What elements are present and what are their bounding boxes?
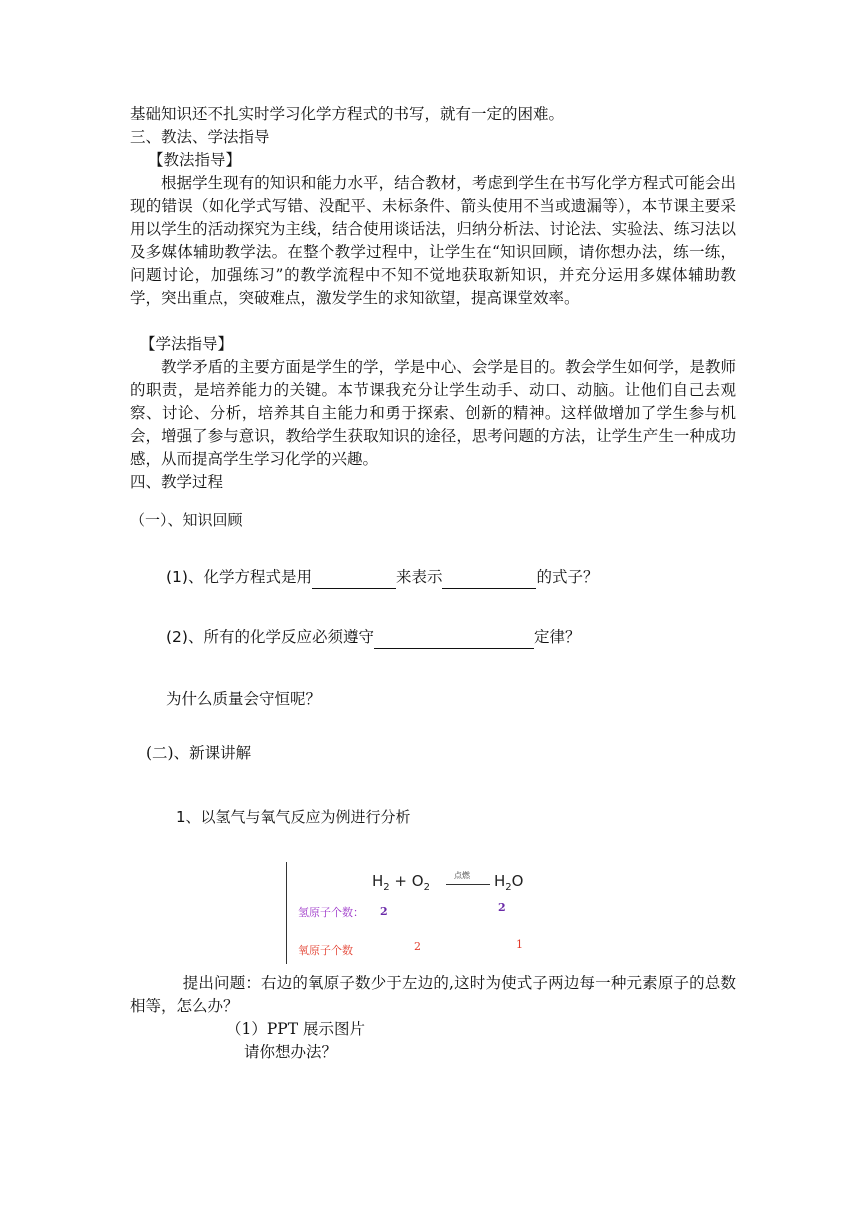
question-1-part-a: (1)、化学方程式是用 <box>166 568 312 586</box>
product <box>494 872 523 893</box>
question-1-part-c: 的式子？ <box>536 568 599 586</box>
subheading-teaching-method: 【教法指导】 <box>148 151 242 169</box>
paragraph-question: 提出问题：右边的氧原子数少于左边的,这时为使式子两边每一种元素原子的总数相等，怎么办？ <box>130 974 736 1015</box>
step-ppt: （1）PPT 展示图片 <box>226 1020 365 1038</box>
example-heading: 1、以氢气与氧气反应为例进行分析 <box>176 808 411 826</box>
element-h: H <box>372 872 384 890</box>
text-line: 基础知识还不扎实时学习化学方程式的书写，就有一定的困难。 <box>130 105 565 123</box>
paragraph-teaching-method: 根据学生现有的知识和能力水平，结合教材，考虑到学生在书写化学方程式可能会出现的错误（如化学式写错、没配平、未标条件、箭头使用不当或遗漏等），本节课主要采用以学生的活动探究为主线，结合使用谈话法，归纳分析法、讨论法、实验法、练习法以及多媒体辅助教学法。在整个教学过程中，让学生在“知识回顾，请你想办法，练一练，问题讨论，加强练习”的教学流程中不知不觉地获取新知识，并充分运用多媒体辅助教学，突出重点，突破难点，激发学生的求知欲望，提高课堂效率。 <box>130 174 736 307</box>
subscript: 2 <box>505 882 512 893</box>
oxygen-count-label: 氧原子个数 <box>298 944 353 957</box>
divider-line <box>286 862 287 964</box>
reaction-figure <box>286 862 556 966</box>
subsection-new-lesson: (二)、新课讲解 <box>146 744 252 762</box>
section-heading-3: 三、教法、学法指导 <box>130 128 270 146</box>
question-1-part-b: 来表示 <box>395 568 443 586</box>
section-heading-4: 四、教学过程 <box>130 473 224 491</box>
hydrogen-count-left: 2 <box>380 905 388 918</box>
reaction-condition: 点燃 <box>454 871 470 880</box>
fill-blank-3[interactable] <box>374 630 534 649</box>
question-1 <box>166 566 599 589</box>
question-2-part-b: 定律？ <box>533 628 581 646</box>
question-3: 为什么质量会守恒呢？ <box>166 690 322 708</box>
fill-blank-1[interactable] <box>312 570 396 589</box>
oxygen-count-right: 1 <box>516 938 523 951</box>
reactants <box>372 872 430 893</box>
element-h: H <box>494 872 506 890</box>
subheading-learning-method: 【学法指导】 <box>140 335 234 353</box>
hydrogen-count-label: 氢原子个数： <box>298 906 364 919</box>
plus-sign: + <box>389 872 412 890</box>
fill-blank-2[interactable] <box>442 570 536 589</box>
step-think: 请你想办法？ <box>244 1043 338 1061</box>
subsection-review: （一）、知识回顾 <box>130 511 243 529</box>
paragraph-learning-method: 教学矛盾的主要方面是学生的学，学是中心、会学是目的。教会学生如何学，是教师的职责，是培养能力的关键。本节课我充分让学生动手、动口、动脑。让他们自己去观察、讨论、分析，培养其自主能力和勇于探索、创新的精神。这样做增加了学生参与机会，增强了参与意识，教给学生获取知识的途径，思考问题的方法，让学生产生一种成功感，从而提高学生学习化学的兴趣。 <box>130 358 736 468</box>
question-2 <box>166 626 580 649</box>
element-o: O <box>511 872 524 890</box>
element-o: O <box>411 872 424 890</box>
oxygen-count-left: 2 <box>414 940 421 953</box>
subscript: 2 <box>383 882 390 893</box>
reaction-arrow <box>446 884 490 885</box>
subscript: 2 <box>423 882 430 893</box>
hydrogen-count-right: 2 <box>498 901 506 914</box>
question-2-part-a: (2)、所有的化学反应必须遵守 <box>166 628 374 646</box>
